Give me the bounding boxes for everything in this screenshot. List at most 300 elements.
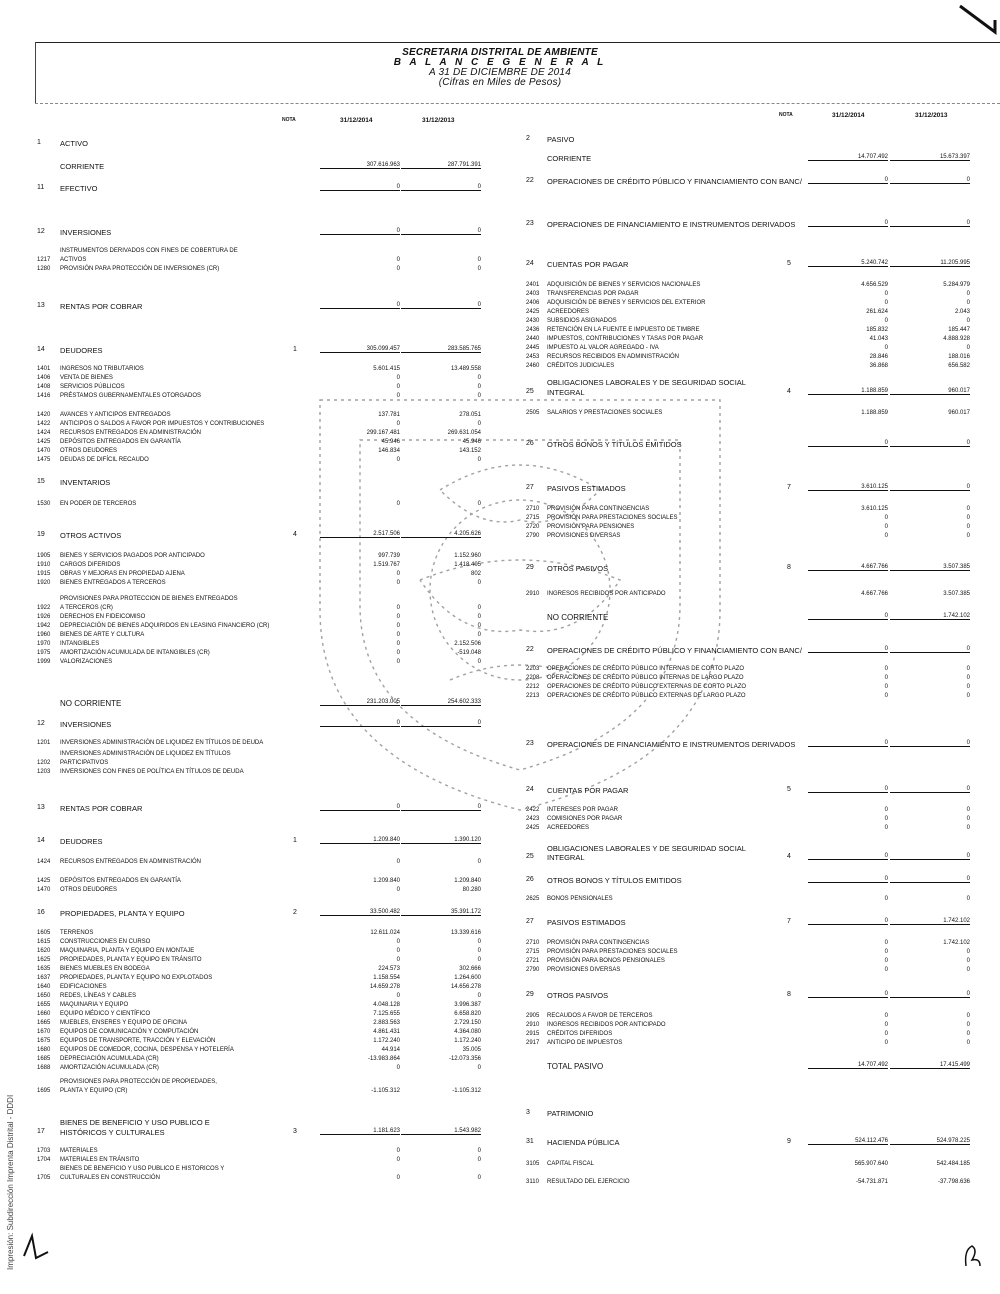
account-code: 2203 xyxy=(526,666,540,672)
value-2014: 0 xyxy=(396,375,400,381)
value-2013: 0 xyxy=(890,740,970,747)
value-2014: 0 xyxy=(808,876,888,883)
value-2013: 0 xyxy=(890,484,970,491)
account-code: 2425 xyxy=(526,825,540,831)
folded-corner-icon xyxy=(955,0,1000,40)
value-2014: 0 xyxy=(320,302,400,309)
account-label: CORRIENTE xyxy=(60,162,105,171)
account-label: OPERACIONES DE CRÉDITO PÚBLICO Y FINANCIAMIENTO CON BANC/ xyxy=(547,177,802,186)
account-label: EFECTIVO xyxy=(60,184,98,193)
account-label: PROVISIÓN PARA PRESTACIONES SOCIALES xyxy=(547,515,678,521)
account-label: PROVISIÓN PARA CONTINGENCIAS xyxy=(547,506,650,512)
note-ref: 8 xyxy=(787,564,791,571)
account-code: 2710 xyxy=(526,940,540,946)
report-units: (Cifras en Miles de Pesos) xyxy=(438,77,562,88)
account-code: 12 xyxy=(37,720,45,727)
account-code: 2790 xyxy=(526,533,540,539)
value-2014: 0 xyxy=(396,859,400,865)
account-label: PATRIMONIO xyxy=(547,1109,594,1118)
account-code: 31 xyxy=(526,1138,534,1145)
value-2013: 0 xyxy=(966,291,970,297)
value-2014: 0 xyxy=(396,421,400,427)
account-label: ADQUISICIÓN DE BIENES Y SERVICIOS NACIONALES xyxy=(547,282,701,288)
account-code: 2625 xyxy=(526,896,540,902)
right-2013-heading: 31/12/2013 xyxy=(915,112,948,119)
note-ref: 5 xyxy=(787,260,791,267)
value-2014: 299.167.481 xyxy=(366,430,400,436)
account-code: 2436 xyxy=(526,327,540,333)
value-2013: 80.280 xyxy=(462,887,481,893)
value-2013: 3.507.385 xyxy=(943,591,970,597)
value-2014: 1.158.554 xyxy=(373,975,400,981)
account-label: BIENES MUEBLES EN BODEGA xyxy=(60,966,150,972)
account-label: OTROS ACTIVOS xyxy=(60,531,122,540)
account-label: EQUIPOS DE COMEDOR, COCINA, DESPENSA Y HOTELERÍA xyxy=(60,1047,234,1053)
value-2014: 4.861.431 xyxy=(373,1029,400,1035)
value-2013: 0 xyxy=(401,184,481,191)
account-code: 1203 xyxy=(37,769,51,775)
value-2013: 17.415.499 xyxy=(890,1062,970,1069)
value-2014: 524.112.476 xyxy=(808,1138,888,1145)
value-2014: 0 xyxy=(808,740,888,747)
value-2014: 185.832 xyxy=(866,327,888,333)
account-code: 26 xyxy=(526,440,534,447)
account-code: 14 xyxy=(37,346,45,353)
note-ref: 4 xyxy=(787,388,791,395)
value-2013: 2.152.506 xyxy=(454,641,481,647)
account-label: PROVISIÓN PARA CONTINGENCIAS xyxy=(547,940,650,946)
value-2013: 0 xyxy=(890,177,970,184)
account-label: TOTAL PASIVO xyxy=(547,1062,604,1071)
value-2014: 0 xyxy=(396,993,400,999)
account-label: PROVISIONES DIVERSAS xyxy=(547,533,621,539)
value-2014: -13.983.864 xyxy=(367,1056,400,1062)
account-code: 1 xyxy=(37,139,41,146)
value-2014: 0 xyxy=(808,220,888,227)
account-code: 16 xyxy=(37,909,45,916)
value-2013: -519.048 xyxy=(457,650,481,656)
value-2013: 13.489.558 xyxy=(450,366,481,372)
value-2014: 261.624 xyxy=(866,309,888,315)
account-code: 1470 xyxy=(37,887,51,893)
value-2013: 0 xyxy=(477,1065,481,1071)
value-2013: 0 xyxy=(966,1013,970,1019)
account-code: 1424 xyxy=(37,430,51,436)
value-2013: 0 xyxy=(966,524,970,530)
account-code: 1920 xyxy=(37,580,51,586)
account-code: 1635 xyxy=(37,966,51,972)
value-2013: 0 xyxy=(966,506,970,512)
account-code: 2505 xyxy=(526,410,540,416)
entity-name: SECRETARIA DISTRITAL DE AMBIENTE xyxy=(402,47,598,58)
value-2014: 0 xyxy=(396,650,400,656)
account-code: 2403 xyxy=(526,291,540,297)
account-code: 1922 xyxy=(37,605,51,611)
value-2014: 305.099.457 xyxy=(320,346,400,353)
left-2014-heading: 31/12/2014 xyxy=(340,117,373,124)
value-2014: 1.519.767 xyxy=(373,562,400,568)
value-2013: 4.888.928 xyxy=(943,336,970,342)
value-2014: 0 xyxy=(396,957,400,963)
account-label: PROPIEDADES, PLANTA Y EQUIPO NO EXPLOTADOS xyxy=(60,975,213,981)
value-2014: 0 xyxy=(884,825,888,831)
value-2013: 0 xyxy=(477,375,481,381)
account-label: EDIFICACIONES xyxy=(60,984,107,990)
value-2013: 0 xyxy=(477,257,481,263)
value-2013: 0 xyxy=(477,1157,481,1163)
account-label: PASIVOS ESTIMADOS xyxy=(547,484,626,493)
account-label: TERRENOS xyxy=(60,930,94,936)
value-2014: 0 xyxy=(884,291,888,297)
value-2013: 1.390.120 xyxy=(401,837,481,844)
value-2013: 1.209.840 xyxy=(454,878,481,884)
value-2014: 0 xyxy=(884,345,888,351)
account-code: 2715 xyxy=(526,949,540,955)
account-label: SALARIOS Y PRESTACIONES SOCIALES xyxy=(547,410,663,416)
value-2014: 0 xyxy=(396,257,400,263)
value-2014: 0 xyxy=(884,896,888,902)
value-2013: 0 xyxy=(401,302,481,309)
value-2013: 1.742.102 xyxy=(890,918,970,925)
value-2014: 0 xyxy=(884,533,888,539)
account-label: DEPRECIACIÓN ACUMULADA (CR) xyxy=(60,1056,159,1062)
value-2013: 278.051 xyxy=(459,412,481,418)
value-2013: 0 xyxy=(401,804,481,811)
account-label: OBLIGACIONES LABORALES Y DE SEGURIDAD SOCIAL xyxy=(547,844,746,853)
account-code: 2401 xyxy=(526,282,540,288)
value-2013: 0 xyxy=(966,825,970,831)
value-2014: 0 xyxy=(884,300,888,306)
account-code: 2905 xyxy=(526,1013,540,1019)
account-label: INTERESES POR PAGAR xyxy=(547,807,618,813)
value-2013: 0 xyxy=(890,646,970,653)
value-2013: 0 xyxy=(966,318,970,324)
value-2014: 0 xyxy=(884,807,888,813)
value-2014: 7.125.655 xyxy=(373,1011,400,1017)
value-2014: 14.659.278 xyxy=(369,984,400,990)
account-code: 19 xyxy=(37,531,45,538)
value-2013: 283.585.765 xyxy=(401,346,481,353)
value-2014: 33.500.482 xyxy=(320,909,400,916)
report-date: A 31 DE DICIEMBRE DE 2014 xyxy=(429,67,571,78)
value-2013: 0 xyxy=(890,876,970,883)
account-label: BIENES Y SERVICIOS PAGADOS POR ANTICIPADO xyxy=(60,553,205,559)
value-2014: 0 xyxy=(396,1175,400,1181)
account-label: DEPÓSITOS ENTREGADOS EN GARANTÍA xyxy=(60,439,181,445)
account-label: INTANGIBLES xyxy=(60,641,100,647)
account-code: 2460 xyxy=(526,363,540,369)
account-code: 1655 xyxy=(37,1002,51,1008)
account-label: BONOS PENSIONALES xyxy=(547,896,613,902)
account-label: PROVISIONES PARA PROTECCION DE BIENES ENTREGADOS xyxy=(60,596,238,602)
account-code: 1650 xyxy=(37,993,51,999)
account-label: BIENES DE BENEFICIO Y USO PUBLICO E HISTORICOS Y xyxy=(60,1166,225,1172)
account-code: 1695 xyxy=(37,1088,51,1094)
value-2013: 0 xyxy=(477,1148,481,1154)
value-2014: 0 xyxy=(396,605,400,611)
account-label: NO CORRIENTE xyxy=(547,613,609,622)
account-code: 1960 xyxy=(37,632,51,638)
account-label: CORRIENTE xyxy=(547,154,592,163)
value-2014: 1.209.840 xyxy=(320,837,400,844)
value-2013: 0 xyxy=(477,659,481,665)
account-label: PRÉSTAMOS GUBERNAMENTALES OTORGADOS xyxy=(60,393,202,399)
account-code: 2715 xyxy=(526,515,540,521)
value-2013: 0 xyxy=(477,948,481,954)
account-code: 1675 xyxy=(37,1038,51,1044)
account-code: 1530 xyxy=(37,501,51,507)
value-2013: 0 xyxy=(966,807,970,813)
value-2013: 1.543.982 xyxy=(401,1128,481,1135)
value-2013: 1.264.600 xyxy=(454,975,481,981)
note-ref: 5 xyxy=(787,786,791,793)
value-2013: 524.978.225 xyxy=(890,1138,970,1145)
value-2014: 0 xyxy=(884,940,888,946)
account-code: 2917 xyxy=(526,1040,540,1046)
account-code: 2720 xyxy=(526,524,540,530)
value-2014: 0 xyxy=(808,853,888,860)
account-label: ACREEDORES xyxy=(547,309,590,315)
value-2013: 5.284.979 xyxy=(943,282,970,288)
value-2013: 2.043 xyxy=(954,309,970,315)
value-2014: 231.203.005 xyxy=(320,699,400,706)
account-label: EQUIPOS DE TRANSPORTE, TRACCIÓN Y ELEVACIÓN xyxy=(60,1038,216,1044)
value-2014: 0 xyxy=(396,641,400,647)
account-code: 1705 xyxy=(37,1175,51,1181)
value-2014: 1.188.859 xyxy=(808,388,888,395)
value-2014: 14.707.492 xyxy=(808,1062,888,1069)
account-label: CRÉDITOS JUDICIALES xyxy=(547,363,615,369)
left-2013-heading: 31/12/2013 xyxy=(422,117,455,124)
account-code: 2 xyxy=(526,135,530,142)
value-2014: 0 xyxy=(320,184,400,191)
account-label: VALORIZACIONES xyxy=(60,659,113,665)
account-code: 13 xyxy=(37,302,45,309)
account-label: EQUIPO MÉDICO Y CIENTÍFICO xyxy=(60,1011,151,1017)
value-2013: 1.172.240 xyxy=(454,1038,481,1044)
value-2013: 802 xyxy=(470,571,481,577)
account-label: OBLIGACIONES LABORALES Y DE SEGURIDAD SOCIAL xyxy=(547,378,746,387)
account-code: 1420 xyxy=(37,412,51,418)
account-label: MAQUINARIA, PLANTA Y EQUIPO EN MONTAJE xyxy=(60,948,195,954)
account-code: 27 xyxy=(526,918,534,925)
account-code: 1905 xyxy=(37,553,51,559)
value-2013: 0 xyxy=(477,939,481,945)
account-code: 2915 xyxy=(526,1031,540,1037)
value-2014: 0 xyxy=(396,623,400,629)
value-2013: 0 xyxy=(477,384,481,390)
account-label: PASIVOS ESTIMADOS xyxy=(547,918,626,927)
value-2014: 4.048.128 xyxy=(373,1002,400,1008)
value-2014: 0 xyxy=(808,991,888,998)
value-2013: 0 xyxy=(401,228,481,235)
account-code: 1217 xyxy=(37,257,51,263)
account-label: RESULTADO DEL EJERCICIO xyxy=(547,1179,630,1185)
account-code: 1688 xyxy=(37,1065,51,1071)
account-label: DERECHOS EN FIDEICOMISO xyxy=(60,614,146,620)
value-2013: 0 xyxy=(890,786,970,793)
note-ref: 1 xyxy=(293,346,297,353)
right-nota-heading: NOTA xyxy=(779,112,793,118)
account-label: ACTIVOS xyxy=(60,257,87,263)
report-name: B A L A N C E G E N E R A L xyxy=(393,57,607,68)
value-2013: 960.017 xyxy=(948,410,970,416)
account-label: OPERACIONES DE FINANCIAMIENTO E INSTRUMENTOS DERIVADOS xyxy=(547,740,796,749)
value-2014: 0 xyxy=(808,786,888,793)
value-2013: 0 xyxy=(477,1175,481,1181)
account-label: DEUDAS DE DIFÍCIL RECAUDO xyxy=(60,457,149,463)
value-2014: 0 xyxy=(808,440,888,447)
report-title-block xyxy=(0,48,1000,88)
value-2014: 0 xyxy=(396,580,400,586)
value-2013: 0 xyxy=(477,393,481,399)
account-label: PROVISIÓN PARA PROTECCIÓN DE INVERSIONES (CR) xyxy=(60,266,220,272)
value-2014: 4.667.766 xyxy=(808,564,888,571)
account-label: INTEGRAL xyxy=(547,388,585,397)
account-code: 2453 xyxy=(526,354,540,360)
note-ref: 4 xyxy=(787,853,791,860)
value-2014: 565.907.640 xyxy=(854,1161,888,1167)
left-nota-heading: NOTA xyxy=(282,117,296,123)
value-2014: 45.946 xyxy=(381,439,400,445)
right-2014-heading: 31/12/2014 xyxy=(832,112,865,119)
account-label: RENTAS POR COBRAR xyxy=(60,804,143,813)
account-code: 1620 xyxy=(37,948,51,954)
account-code: 24 xyxy=(526,260,534,267)
account-label: OPERACIONES DE FINANCIAMIENTO E INSTRUMENTOS DERIVADOS xyxy=(547,220,796,229)
account-label: HACIENDA PÚBLICA xyxy=(547,1138,620,1147)
value-2014: 0 xyxy=(396,659,400,665)
account-label: OBRAS Y MEJORAS EN PROPIEDAD AJENA xyxy=(60,571,185,577)
account-code: 29 xyxy=(526,564,534,571)
value-2013: 185.447 xyxy=(948,327,970,333)
value-2014: 0 xyxy=(396,1157,400,1163)
value-2014: 146.834 xyxy=(378,448,400,454)
value-2014: 0 xyxy=(396,1065,400,1071)
account-label: EQUIPOS DE COMUNICACIÓN Y COMPUTACIÓN xyxy=(60,1029,199,1035)
account-code: 11 xyxy=(37,184,45,191)
value-2013: 1.742.102 xyxy=(943,940,970,946)
value-2014: 12.611.024 xyxy=(370,930,400,936)
account-code: 23 xyxy=(526,740,534,747)
account-label: DEUDORES xyxy=(60,837,103,846)
value-2013: 0 xyxy=(477,421,481,427)
account-label: A TERCEROS (CR) xyxy=(60,605,113,611)
account-code: 2430 xyxy=(526,318,540,324)
value-2014: 0 xyxy=(884,1040,888,1046)
value-2014: 0 xyxy=(396,393,400,399)
account-label: MUEBLES, ENSERES Y EQUIPO DE OFICINA xyxy=(60,1020,188,1026)
account-label: INVENTARIOS xyxy=(60,478,111,487)
account-code: 1910 xyxy=(37,562,51,568)
value-2013: 0 xyxy=(477,266,481,272)
account-label: ADQUISICIÓN DE BIENES Y SERVICIOS DEL EXTERIOR xyxy=(547,300,706,306)
account-label: OTROS PASIVOS xyxy=(547,564,609,573)
value-2014: -1.105.312 xyxy=(371,1088,400,1094)
value-2013: 13.339.616 xyxy=(450,930,481,936)
value-2013: 0 xyxy=(477,859,481,865)
value-2014: 0 xyxy=(884,515,888,521)
account-code: 1408 xyxy=(37,384,51,390)
value-2014: 0 xyxy=(808,918,888,925)
value-2013: 45.946 xyxy=(462,439,481,445)
value-2014: 1.188.859 xyxy=(861,410,888,416)
account-code: 1660 xyxy=(37,1011,51,1017)
value-2014: 0 xyxy=(808,177,888,184)
account-label: RECURSOS ENTREGADOS EN ADMINISTRACIÓN xyxy=(60,430,202,436)
account-label: INGRESOS RECIBIDOS POR ANTICIPADO xyxy=(547,1022,666,1028)
value-2013: 542.484.185 xyxy=(936,1161,970,1167)
account-label: CARGOS DIFERIDOS xyxy=(60,562,121,568)
value-2014: 0 xyxy=(884,816,888,822)
value-2014: 3.610.125 xyxy=(808,484,888,491)
account-label: OTROS PASIVOS xyxy=(547,991,609,1000)
value-2013: 269.631.054 xyxy=(447,430,481,436)
value-2013: 1.742.102 xyxy=(890,613,970,620)
account-code: 2440 xyxy=(526,336,540,342)
value-2014: 4.667.766 xyxy=(861,591,888,597)
value-2014: 3.610.125 xyxy=(861,506,888,512)
value-2014: 0 xyxy=(884,967,888,973)
value-2014: 2.517.506 xyxy=(320,531,400,538)
header-top-rule xyxy=(35,42,1000,43)
account-label: OTROS DEUDORES xyxy=(60,887,118,893)
value-2013: 0 xyxy=(477,614,481,620)
account-code: 1416 xyxy=(37,393,51,399)
account-label: PROVISIONES PARA PROTECCIÓN DE PROPIEDADES, xyxy=(60,1079,217,1085)
value-2013: 35.005 xyxy=(462,1047,481,1053)
account-code: 2910 xyxy=(526,591,540,597)
value-2013: 6.658.820 xyxy=(454,1011,481,1017)
account-label: MATERIALES EN TRÁNSITO xyxy=(60,1157,140,1163)
account-label: INVERSIONES CON FINES DE POLÍTICA EN TÍTULOS DE DEUDA xyxy=(60,769,244,775)
note-ref: 3 xyxy=(293,1128,297,1135)
account-code: 2710 xyxy=(526,506,540,512)
account-code: 1915 xyxy=(37,571,51,577)
value-2013: 0 xyxy=(890,440,970,447)
account-label: DEPÓSITOS ENTREGADOS EN GARANTÍA xyxy=(60,878,181,884)
value-2014: 0 xyxy=(320,228,400,235)
account-label: SERVICIOS PÚBLICOS xyxy=(60,384,125,390)
value-2013: 11.205.995 xyxy=(890,260,970,267)
value-2014: 0 xyxy=(320,804,400,811)
account-label: IMPUESTO AL VALOR AGREGADO - IVA xyxy=(547,345,659,351)
account-label: AMORTIZACIÓN ACUMULADA DE INTANGIBLES (CR) xyxy=(60,650,210,656)
value-2013: 3.996.387 xyxy=(454,1002,481,1008)
value-2013: 0 xyxy=(966,816,970,822)
value-2014: 36.868 xyxy=(869,363,888,369)
account-code: 2422 xyxy=(526,807,540,813)
note-ref: 8 xyxy=(787,991,791,998)
value-2013: 0 xyxy=(477,580,481,586)
account-code: 1703 xyxy=(37,1148,51,1154)
account-code: 1425 xyxy=(37,878,51,884)
account-code: 17 xyxy=(37,1128,45,1135)
value-2013: 0 xyxy=(477,993,481,999)
value-2014: 0 xyxy=(884,675,888,681)
note-ref: 2 xyxy=(293,909,297,916)
value-2013: 0 xyxy=(966,515,970,521)
account-label: PROVISIÓN PARA PRESTACIONES SOCIALES xyxy=(547,949,678,955)
report-header xyxy=(0,0,1000,130)
value-2014: 0 xyxy=(884,949,888,955)
account-label: RENTAS POR COBRAR xyxy=(60,302,143,311)
value-2014: 14.707.492 xyxy=(808,154,888,161)
account-label: RETENCIÓN EN LA FUENTE E IMPUESTO DE TIMBRE xyxy=(547,327,700,333)
account-code: 3105 xyxy=(526,1161,540,1167)
value-2013: 0 xyxy=(966,1031,970,1037)
value-2013: 0 xyxy=(966,967,970,973)
